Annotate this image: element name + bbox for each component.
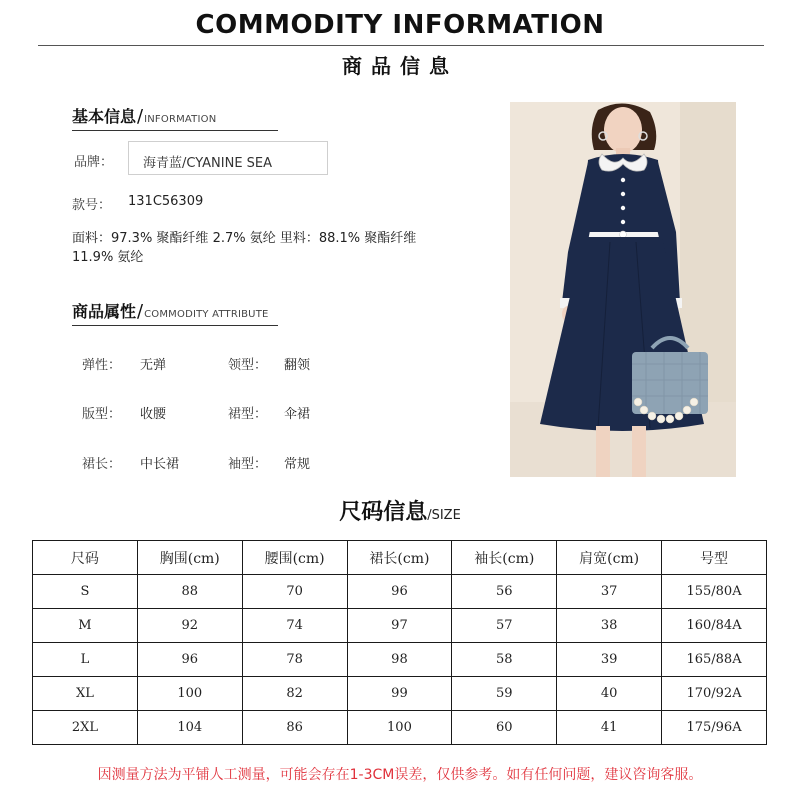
table-cell: 39	[557, 643, 662, 677]
table-cell: 56	[452, 575, 557, 609]
table-cell: S	[33, 575, 138, 609]
fabric-line-1: 面料：97.3% 聚酯纤维 2.7% 氨纶 里料：88.1% 聚酯纤维	[72, 231, 417, 246]
sku-label: 款号：	[72, 198, 112, 213]
attr-value-skirt-type: 伞裙	[284, 407, 311, 422]
table-cell: 98	[347, 643, 452, 677]
fabric-composition	[72, 229, 442, 267]
sku-value: 131C56309	[128, 194, 204, 209]
table-cell: 165/88A	[662, 643, 767, 677]
table-cell: 155/80A	[662, 575, 767, 609]
sleeve-length-col-header: 袖长(cm)	[452, 541, 557, 575]
table-row	[33, 643, 767, 677]
table-cell: 37	[557, 575, 662, 609]
attr-label-sleeve: 袖型：	[228, 457, 268, 472]
table-cell: 104	[137, 711, 242, 745]
attributes-heading-en: COMMODITY ATTRIBUTE	[144, 309, 269, 320]
fabric-line-2: 11.9% 氨纶	[72, 250, 144, 265]
table-cell: 59	[452, 677, 557, 711]
table-cell: M	[33, 609, 138, 643]
attr-label-skirt-length: 裙长：	[82, 457, 122, 472]
attr-value-sleeve: 常规	[284, 457, 311, 472]
product-photo	[510, 102, 736, 477]
table-cell: 82	[242, 677, 347, 711]
table-cell: 160/84A	[662, 609, 767, 643]
table-cell: 88	[137, 575, 242, 609]
table-cell: 86	[242, 711, 347, 745]
table-cell: 96	[137, 643, 242, 677]
table-cell: 99	[347, 677, 452, 711]
table-cell: 100	[347, 711, 452, 745]
skirt-length-col-header: 裙长(cm)	[347, 541, 452, 575]
brand-value-box: 海青蓝/CYANINE SEA	[128, 141, 328, 175]
table-row	[33, 609, 767, 643]
size-table	[32, 540, 767, 745]
header-subtitle: 商品信息	[342, 54, 458, 78]
measurement-disclaimer: 因测量方法为平铺人工测量，可能会存在1-3CM误差，仅供参考。如有任何问题，建议咨询客服。	[97, 767, 703, 783]
table-cell: 40	[557, 677, 662, 711]
attr-label-fit: 版型：	[82, 407, 122, 422]
table-row	[33, 575, 767, 609]
attr-value-elasticity: 无弹	[140, 358, 167, 373]
attr-label-collar: 领型：	[228, 358, 268, 373]
attributes-heading	[72, 299, 269, 322]
basic-info-heading	[72, 104, 216, 127]
table-cell: 2XL	[33, 711, 138, 745]
size-heading-en: /SIZE	[427, 508, 461, 523]
table-cell: 78	[242, 643, 347, 677]
table-cell: 97	[347, 609, 452, 643]
waist-col-header: 腰围(cm)	[242, 541, 347, 575]
table-cell: 58	[452, 643, 557, 677]
table-cell: 38	[557, 609, 662, 643]
table-cell: 41	[557, 711, 662, 745]
table-row	[33, 677, 767, 711]
table-cell: 96	[347, 575, 452, 609]
attributes-heading-cn: 商品属性	[72, 302, 137, 321]
header-divider	[38, 45, 764, 46]
size-table-header-row	[33, 541, 767, 575]
fit-code-col-header: 号型	[662, 541, 767, 575]
size-heading	[0, 495, 800, 526]
attributes-underline	[72, 325, 278, 326]
header-title: COMMODITY INFORMATION	[195, 10, 605, 40]
table-cell: 92	[137, 609, 242, 643]
table-cell: L	[33, 643, 138, 677]
brand-label: 品牌：	[74, 155, 114, 170]
size-heading-cn: 尺码信息	[339, 500, 428, 525]
basic-info-underline	[72, 130, 278, 131]
bust-col-header: 胸围(cm)	[137, 541, 242, 575]
table-cell: 60	[452, 711, 557, 745]
table-cell: 70	[242, 575, 347, 609]
attr-value-skirt-length: 中长裙	[140, 457, 180, 472]
attr-value-collar: 翻领	[284, 358, 311, 373]
basic-info-heading-cn: 基本信息	[72, 107, 137, 126]
table-row	[33, 711, 767, 745]
attr-label-skirt-type: 裙型：	[228, 407, 268, 422]
table-cell: 57	[452, 609, 557, 643]
basic-info-heading-en: INFORMATION	[144, 114, 217, 125]
attr-label-elasticity: 弹性：	[82, 358, 122, 373]
attr-value-fit: 收腰	[140, 407, 167, 422]
shoulder-col-header: 肩宽(cm)	[557, 541, 662, 575]
size-col-header: 尺码	[33, 541, 138, 575]
basic-info-heading-slash: /	[137, 106, 144, 127]
table-cell: 175/96A	[662, 711, 767, 745]
table-cell: 170/92A	[662, 677, 767, 711]
attributes-heading-slash: /	[137, 301, 144, 322]
table-cell: 74	[242, 609, 347, 643]
table-cell: XL	[33, 677, 138, 711]
table-cell: 100	[137, 677, 242, 711]
